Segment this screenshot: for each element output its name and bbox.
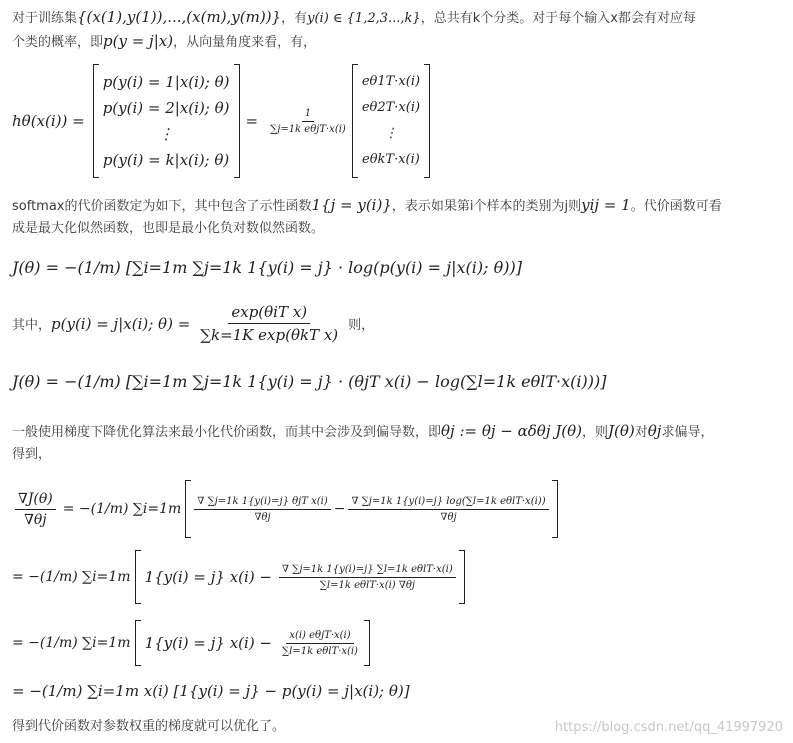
cost-function-equation: J(θ) = −(1/m) [∑i=1m ∑j=1k 1{y(i) = j} · log(p(y(i) = j|x(i); θ))] bbox=[12, 258, 522, 277]
fraction-denominator: ∑l=1k eθlT·x(i) ∇θj bbox=[319, 579, 415, 591]
right-bracket bbox=[424, 64, 430, 178]
vector-row: p(y(i) = 2|x(i); θ) bbox=[102, 99, 230, 117]
gradient-paragraph-line1 bbox=[12, 420, 713, 444]
fraction-numerator: ∇J(θ) bbox=[15, 491, 56, 510]
intro-paragraph-line2 bbox=[12, 30, 316, 54]
gradient-equation-final: = −(1/m) ∑i=1m x(i) [1{y(i) = j} − p(y(i) = j|x(i); θ)] bbox=[12, 682, 410, 700]
fraction-numerator: x(i) eθjT·x(i) bbox=[286, 630, 353, 644]
vector-row: eθ1T·x(i) bbox=[361, 74, 421, 89]
probability-vector bbox=[99, 69, 234, 173]
fraction-denominator: ∑j=1k eθjT·x(i) bbox=[270, 123, 346, 135]
yij-formula: yij = 1 bbox=[581, 196, 631, 214]
left-bracket bbox=[135, 550, 141, 604]
term2-fraction bbox=[348, 496, 548, 523]
softmax-fraction bbox=[197, 303, 341, 344]
left-bracket bbox=[185, 480, 191, 538]
cost-paragraph-line1 bbox=[12, 194, 722, 218]
gradient-equation-2 bbox=[12, 550, 465, 604]
right-bracket bbox=[364, 620, 370, 666]
vector-row: eθ2T·x(i) bbox=[361, 100, 421, 115]
text-segment: 求偏导， bbox=[661, 425, 714, 440]
text-segment: 一般使用梯度下降优化算法来最小化代价函数，而其中会涉及到偏导数，即 bbox=[12, 425, 442, 440]
text-segment: 则， bbox=[348, 318, 375, 333]
second-term-fraction bbox=[279, 564, 456, 591]
text-segment: 个类的概率，即 bbox=[12, 35, 104, 50]
cost-paragraph-line2: 成是最大化似然函数，也即是最小化负对数似然函数。 bbox=[12, 221, 325, 236]
gradient-equation-1: $\frac{\nabla J(\theta)}{\nabla\theta j}$ = −(1/m) ∑i=1m $\frac{\text{∇ ∑j=1k 1\{y(i)=j\} θjT x(i)}}{\nabla\theta j}$ − $\frac{\text{∇ ∑j=1k 1\{y(i)=j\} log(∑l=1k eθlT·x(i))}}{\nabla\theta j}$ bbox=[12, 480, 558, 538]
equals-sign: = bbox=[245, 112, 259, 130]
hypothesis-equation bbox=[12, 62, 430, 180]
fraction-denominator: ∑l=1k eθlT·x(i) bbox=[282, 645, 358, 657]
text-segment: ，有 bbox=[281, 11, 308, 26]
text-segment: ，表示如果第i个样本的类别为j则 bbox=[391, 199, 582, 214]
exponent-vector bbox=[358, 69, 424, 173]
gradient-lhs-fraction bbox=[15, 491, 56, 528]
fraction-numerator: exp(θiT x) bbox=[228, 303, 310, 324]
softmax-prob-equation bbox=[12, 303, 374, 344]
hypothesis-lhs: hθ(x(i)) = bbox=[12, 112, 85, 130]
fraction-numerator: ∇ ∑j=1k 1{y(i)=j} log(∑l=1k eθlT·x(i)) bbox=[348, 496, 548, 510]
cost-expanded-equation: J(θ) = −(1/m) [∑i=1m ∑j=1k 1{y(i) = j} · (θjT x(i) − log(∑l=1k eθlT·x(i)))] bbox=[12, 372, 607, 391]
label-range-formula: y(i) ∈ {1,2,3...,k} bbox=[307, 11, 421, 26]
first-term: 1{y(i) = j} x(i) − bbox=[144, 634, 273, 652]
fraction-denominator: ∑k=1K exp(θkT x) bbox=[200, 326, 339, 344]
gradient-paragraph-line2: 得到， bbox=[12, 447, 52, 462]
right-bracket bbox=[552, 480, 558, 538]
vector-row: p(y(i) = k|x(i); θ) bbox=[102, 151, 230, 169]
text-segment: 对 bbox=[634, 425, 648, 440]
fraction-denominator: ∇θj bbox=[254, 511, 271, 523]
text-segment: ，总共有k个分类。对于每个输入x都会有对应每 bbox=[420, 11, 696, 26]
text-segment: 。代价函数可看 bbox=[630, 199, 722, 214]
right-bracket bbox=[459, 550, 465, 604]
fraction-numerator: 1 bbox=[302, 108, 314, 122]
sum-prefix: = −(1/m) ∑i=1m bbox=[12, 569, 131, 585]
blog-watermark: https://blog.csdn.net/qq_41997920 bbox=[554, 720, 783, 735]
fraction-numerator: ∇ ∑j=1k 1{y(i)=j} ∑l=1k eθlT·x(i) bbox=[279, 564, 456, 578]
text-segment: 其中， bbox=[12, 318, 52, 333]
second-term-fraction bbox=[279, 630, 361, 657]
gradient-equation-3 bbox=[12, 620, 370, 666]
left-bracket bbox=[135, 620, 141, 666]
right-bracket bbox=[234, 64, 240, 178]
fraction-denominator: ∇θj bbox=[440, 511, 457, 523]
fraction-numerator: ∇ ∑j=1k 1{y(i)=j} θjT x(i) bbox=[194, 496, 330, 510]
text-segment: ，则 bbox=[582, 425, 609, 440]
intro-paragraph-line1 bbox=[12, 6, 696, 30]
indicator-formula: 1{j = y(i)} bbox=[311, 196, 392, 214]
update-rule-formula: θj := θj − αδθj J(θ) bbox=[441, 422, 582, 440]
sum-prefix: = −(1/m) ∑i=1m bbox=[12, 635, 131, 651]
softmax-lhs: p(y(i) = j|x(i); θ) = bbox=[51, 314, 191, 333]
vector-row: ⋮ bbox=[158, 125, 174, 143]
text-segment: ，从向量角度来看，有， bbox=[173, 35, 317, 50]
term1-fraction bbox=[194, 496, 330, 523]
fraction-denominator: ∇θj bbox=[24, 511, 47, 528]
vector-row: eθkT·x(i) bbox=[362, 152, 420, 167]
text-segment: 对于训练集 bbox=[12, 11, 78, 26]
vector-row: p(y(i) = 1|x(i); θ) bbox=[102, 73, 230, 91]
j-theta-formula: J(θ) bbox=[608, 422, 635, 440]
text-segment: softmax的代价函数定为如下，其中包含了示性函数 bbox=[12, 199, 312, 214]
training-set-formula: {(x(1),y(1)),...,(x(m),y(m))} bbox=[77, 8, 282, 26]
probability-formula: p(y = j|x) bbox=[103, 32, 174, 50]
theta-j-formula: θj bbox=[647, 422, 662, 440]
vector-row: ⋮ bbox=[384, 126, 398, 141]
normalizer-fraction bbox=[267, 108, 349, 135]
closing-paragraph: 得到代价函数对参数权重的梯度就可以优化了。 bbox=[12, 719, 286, 734]
first-term: 1{y(i) = j} x(i) − bbox=[144, 568, 273, 586]
sum-prefix: = −(1/m) ∑i=1m bbox=[62, 501, 182, 517]
